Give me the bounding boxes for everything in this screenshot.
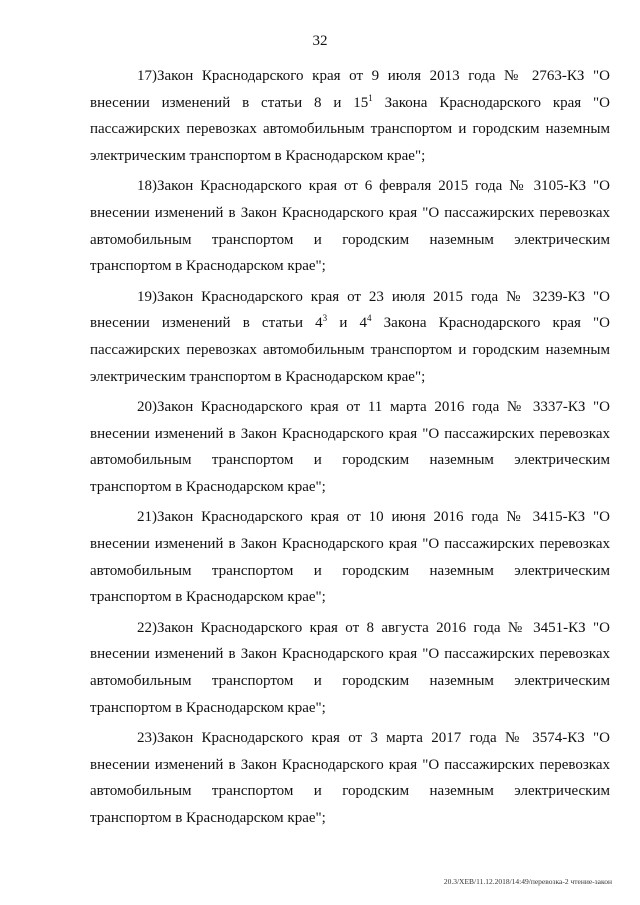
- item-text: Закона Краснодарского края "О пассажирских перевозках автомобильным транспортом и городским наземным электрическим транспортом в Краснодарском крае";: [90, 94, 610, 165]
- list-item-18: [90, 173, 610, 280]
- superscript: 4: [367, 313, 372, 324]
- list-item-21: [90, 504, 610, 611]
- superscript: 1: [368, 92, 373, 103]
- list-item-17: [90, 63, 610, 170]
- item-number: 23): [137, 729, 157, 746]
- item-text: Закон Краснодарского края от 6 февраля 2015 года № 3105-КЗ "О внесении изменений в Закон Краснодарского края "О пассажирских перевозках автомобильным транспортом и городским наземным электрическим транспортом в Краснодарском крае";: [90, 178, 610, 275]
- item-text: Закона Краснодарского края "О пассажирских перевозках автомобильным транспортом и городским наземным электрическим транспортом в Краснодарском крае";: [90, 315, 610, 385]
- item-number: 22): [137, 619, 157, 636]
- item-text: Закон Краснодарского края от 11 марта 2016 года № 3337-КЗ "О внесении изменений в Закон Краснодарского края "О пассажирских перевозках автомобильным транспортом и городским наземным электрическим транспортом в Краснодарском крае";: [90, 398, 610, 496]
- item-number: 19): [137, 288, 157, 305]
- item-number: 17): [137, 68, 157, 84]
- list-item-20: [90, 394, 610, 501]
- item-number: 18): [137, 178, 157, 195]
- item-text: Закон Краснодарского края от 9 июля 2013 года № 2763-КЗ "О внесении изменений в статьи 8 и 15: [90, 68, 610, 111]
- superscript: 3: [322, 313, 328, 324]
- document-footer: 20.3/ХЕВ/11.12.2018/14:49/перевозка-2 чтение-закон: [443, 877, 612, 886]
- item-text: и 4: [327, 315, 368, 332]
- item-text: Закон Краснодарского края от 23 июля 2015 года № 3239-КЗ "О внесении изменений в статьи 4: [90, 288, 610, 332]
- list-item-19: [90, 284, 610, 391]
- item-number: 20): [137, 398, 157, 415]
- page-number: 32: [312, 33, 328, 49]
- list-item-22: [90, 615, 610, 722]
- item-text: Закон Краснодарского края от 3 марта 2017 года № 3574-КЗ "О внесении изменений в Закон Краснодарского края "О пассажирских перевозках автомобильным транспортом и городским наземным электрическим транспортом в Краснодарском крае";: [90, 729, 610, 826]
- item-number: 21): [137, 509, 157, 526]
- item-text: Закон Краснодарского края от 8 августа 2016 года № 3451-КЗ "О внесении изменений в Закон Краснодарского края "О пассажирских перевозках автомобильным транспортом и городским наземным электрическим транспортом в Краснодарском крае";: [90, 619, 610, 716]
- law-list: [90, 63, 610, 835]
- item-text: Закон Краснодарского края от 10 июня 2016 года № 3415-КЗ "О внесении изменений в Закон Краснодарского края "О пассажирских перевозках автомобильным транспортом и городским наземным электрическим транспортом в Краснодарском крае";: [90, 509, 610, 606]
- list-item-23: [90, 725, 610, 832]
